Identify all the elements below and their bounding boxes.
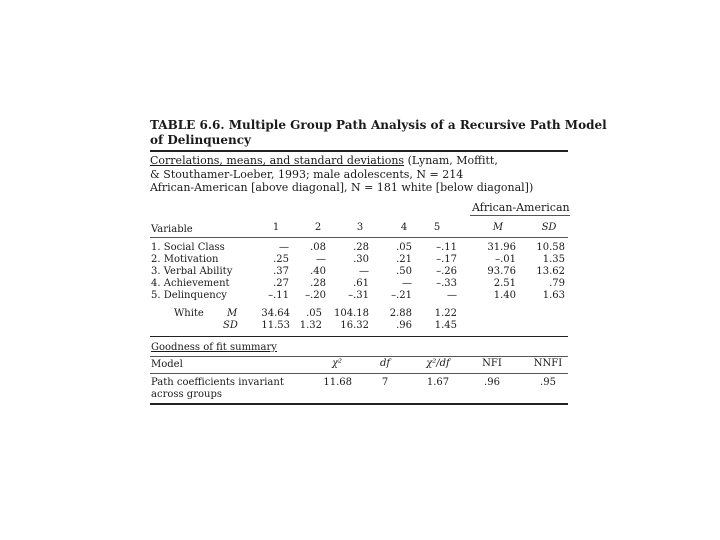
table-cell: –.20 xyxy=(305,290,326,301)
table-cell: 2.88 xyxy=(389,308,412,319)
row-label: 2. Motivation xyxy=(151,254,219,265)
table-cell: — xyxy=(279,242,289,253)
table-cell: — xyxy=(316,254,326,265)
table-cell: .28 xyxy=(353,242,369,253)
white-label: White xyxy=(174,308,204,319)
col-header-m: M xyxy=(492,222,504,233)
table-cell: 1.63 xyxy=(542,290,565,301)
table-cell: –.01 xyxy=(495,254,516,265)
table-cell: .28 xyxy=(310,278,326,289)
caption-line1 xyxy=(150,154,498,167)
table-cell: — xyxy=(402,278,412,289)
table-cell: 31.96 xyxy=(487,242,516,253)
table-cell: 2.51 xyxy=(493,278,516,289)
fit-col-df: df xyxy=(379,358,391,369)
col-header-variable: Variable xyxy=(151,224,193,235)
table-cell: 93.76 xyxy=(487,266,516,277)
table-cell: .50 xyxy=(396,266,412,277)
table-cell: .05 xyxy=(396,242,412,253)
fit-value-df: 7 xyxy=(381,377,389,388)
table-cell: –.31 xyxy=(348,290,369,301)
table-cell: –.11 xyxy=(436,242,457,253)
row-label: 1. Social Class xyxy=(151,242,225,253)
table-cell: — xyxy=(359,266,369,277)
table-cell: 1.40 xyxy=(493,290,516,301)
row-label: 3. Verbal Ability xyxy=(151,266,233,277)
fit-col-chisq-df: χ²/df xyxy=(426,358,450,369)
white-stat-sd: SD xyxy=(223,320,238,331)
col-header-sd: SD xyxy=(541,222,557,233)
section-rule xyxy=(150,336,568,337)
table-cell: .37 xyxy=(273,266,289,277)
header-rule xyxy=(150,237,568,238)
table-cell: .30 xyxy=(353,254,369,265)
table-cell: 1.35 xyxy=(542,254,565,265)
white-stat-m: M xyxy=(227,308,238,319)
fit-col-chisq: χ² xyxy=(331,358,343,369)
table-cell: .79 xyxy=(549,278,565,289)
table-cell: –.11 xyxy=(268,290,289,301)
table-cell: .27 xyxy=(273,278,289,289)
table-cell: –.21 xyxy=(391,290,412,301)
table-cell: .25 xyxy=(273,254,289,265)
fit-col-nfi: NFI xyxy=(482,358,502,369)
caption-line1-rest: (Lynam, Moffitt, xyxy=(404,154,498,167)
title-rule xyxy=(150,150,568,152)
group-header-african-american: African-American xyxy=(472,201,570,214)
table-cell: 1.22 xyxy=(434,308,457,319)
table-cell: .08 xyxy=(310,242,326,253)
table-cell: –.17 xyxy=(436,254,457,265)
table-cell: 34.64 xyxy=(261,308,290,319)
fit-header-rule xyxy=(150,373,568,374)
col-header-1: 1 xyxy=(272,222,280,233)
table-cell: 1.45 xyxy=(434,320,457,331)
caption-underlined-phrase: Correlations, means, and standard deviations xyxy=(150,154,405,167)
table-cell: 13.62 xyxy=(536,266,565,277)
table-bottom-rule xyxy=(150,403,568,405)
col-header-5: 5 xyxy=(433,222,441,233)
caption-line2: & Stouthamer-Loeber, 1993; male adolescents, N = 214 xyxy=(150,168,464,181)
fit-value-nnfi: .95 xyxy=(540,377,556,388)
fit-row-label-line2: across groups xyxy=(151,389,222,400)
table-cell: .40 xyxy=(310,266,326,277)
table-cell: 104.18 xyxy=(334,308,369,319)
table-cell: .05 xyxy=(306,308,322,319)
fit-heading: Goodness of fit summary xyxy=(151,342,277,353)
table-cell: 10.58 xyxy=(536,242,565,253)
row-label: 4. Achievement xyxy=(151,278,230,289)
fit-col-model: Model xyxy=(151,359,183,370)
table-title-line1: TABLE 6.6. Multiple Group Path Analysis of a Recursive Path Model xyxy=(150,118,607,132)
table-cell: .96 xyxy=(396,320,412,331)
table-title-line2: of Delinquency xyxy=(150,133,251,147)
fit-value-chisq-df: 1.67 xyxy=(426,377,450,388)
col-header-4: 4 xyxy=(400,222,408,233)
col-header-3: 3 xyxy=(356,222,364,233)
table-cell: .61 xyxy=(353,278,369,289)
col-header-2: 2 xyxy=(314,222,322,233)
fit-row-label-line1: Path coefficients invariant xyxy=(151,377,284,388)
group-header-rule xyxy=(470,215,570,216)
fit-value-chisq: 11.68 xyxy=(323,377,352,388)
table-cell: — xyxy=(447,290,457,301)
row-label: 5. Delinquency xyxy=(151,290,227,301)
table-cell: –.26 xyxy=(436,266,457,277)
table-cell: 11.53 xyxy=(261,320,290,331)
table-cell: 1.32 xyxy=(299,320,322,331)
fit-value-nfi: .96 xyxy=(484,377,500,388)
table-cell: .21 xyxy=(396,254,412,265)
table-cell: –.33 xyxy=(436,278,457,289)
fit-heading-rule xyxy=(150,356,568,357)
caption-line3: African-American [above diagonal], N = 181 white [below diagonal]) xyxy=(150,181,534,194)
fit-col-nnfi: NNFI xyxy=(533,358,563,369)
table-cell: 16.32 xyxy=(340,320,369,331)
